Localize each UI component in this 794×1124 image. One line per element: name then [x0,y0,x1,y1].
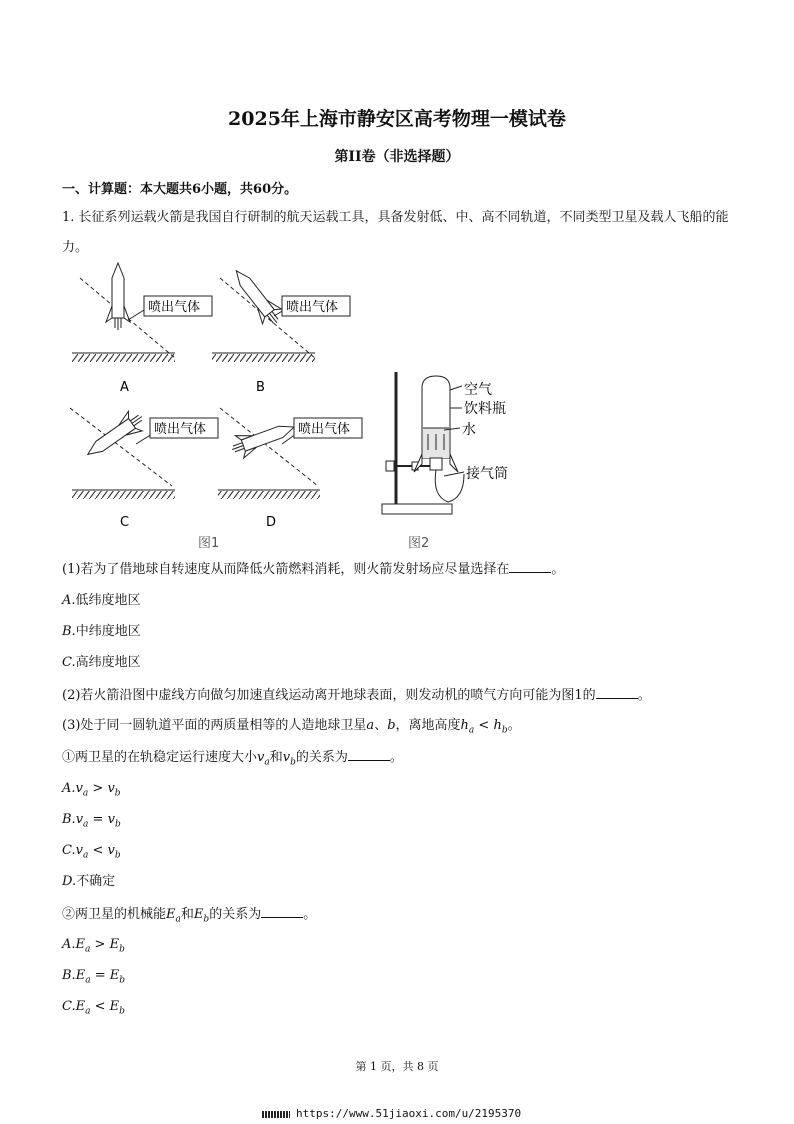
subscript: b [119,1006,125,1017]
punctuation: 。 [551,562,565,577]
option-b [62,623,141,641]
conjunction: 和 [180,907,194,922]
bottle-label: 饮料瓶 [464,401,506,417]
option-letter: B. [62,968,76,983]
figure-2-bottle-rocket [382,372,508,514]
water-label: 水 [462,422,476,438]
math-symbol: v [75,781,83,796]
conjunction: 和 [269,750,283,765]
math-symbol: E [75,999,86,1014]
rocket-icon [81,407,149,465]
gas-label: 喷出气体 [148,300,201,315]
panel-d-label: D [266,515,277,530]
math-symbol: E [193,907,204,922]
option-letter: C. [62,655,76,670]
rocket-icon [227,263,287,330]
question-stem: 的关系为 [209,907,262,922]
panel-d [218,408,362,530]
math-symbol: v [257,750,265,765]
circled-number: ① [62,750,76,765]
subscript: b [114,819,121,830]
question-1-3-1 [62,748,403,772]
option-text: 中纬度地区 [75,624,141,639]
operator: < [88,843,108,858]
answer-blank[interactable] [348,748,390,761]
subscript: a [85,1006,91,1017]
option-a [62,592,141,610]
option-text: 不确定 [76,874,116,889]
gas-label: 喷出气体 [154,422,207,437]
circled-number: ② [62,907,76,922]
subscript: b [203,914,210,925]
option-b [62,967,125,990]
section-heading: 一、计算题：本大题共6小题，共60分。 [62,182,298,197]
question-stem: (1)若为了借地球自转速度从而降低火箭燃料消耗，则火箭发射场应尽量选择在 [62,562,510,577]
option-letter: A. [62,937,76,952]
question-stem: (2)若火箭沿图中虚线方向做匀加速直线运动离开地球表面，则发动机的喷气方向可能为图1的 [62,688,596,703]
option-c [62,998,125,1021]
subscript: a [175,914,181,925]
option-a [62,780,121,803]
option-letter: C. [62,843,76,858]
subscript: a [85,944,91,955]
math-symbol: v [107,812,115,827]
punctuation: 。 [637,688,651,703]
option-letter: C. [62,999,76,1014]
math-symbol: v [107,843,115,858]
question-1-1 [62,560,564,579]
page-subtitle: 第II卷（非选择题） [334,149,460,165]
pump-label: 接气筒 [466,466,508,482]
figure-1-caption: 图1 [198,536,220,551]
math-symbol: v [107,781,115,796]
page-title: 2025年上海市静安区高考物理一模试卷 [228,108,566,130]
panel-b-label: B [256,380,265,395]
option-d [62,873,115,891]
option-letter: A. [62,593,76,608]
panel-a [72,263,212,395]
math-symbol: v [75,843,83,858]
watermark-url[interactable]: https://www.51jiaoxi.com/u/2195370 [296,1107,522,1120]
subscript: b [114,788,121,799]
subscript: a [83,819,89,830]
question-stem: ，离地高度 [395,718,461,733]
answer-blank[interactable] [261,905,303,918]
panel-a-label: A [120,380,129,395]
air-label: 空气 [464,382,492,398]
rocket-icon [106,263,130,330]
punctuation: 。 [389,750,403,765]
operator: > [90,937,110,952]
satellite-a: a [366,718,375,733]
panel-c-label: C [120,515,130,530]
operator: > [88,781,108,796]
option-a [62,936,125,959]
panel-c [70,407,218,530]
separator: 、 [374,718,388,733]
gas-label: 喷出气体 [286,300,339,315]
question-1-3 [62,717,521,740]
gas-label: 喷出气体 [298,422,351,437]
math-symbol: E [109,999,120,1014]
satellite-b: b [387,718,396,733]
option-text: 高纬度地区 [75,655,141,670]
subscript: b [114,850,121,861]
subscript: a [468,725,475,736]
operator: = [88,812,108,827]
subscript: a [264,757,270,768]
option-letter: D. [62,874,77,889]
math-symbol: E [109,968,120,983]
math-symbol: E [109,937,120,952]
option-letter: A. [62,781,76,796]
operator: < [474,718,494,733]
math-symbol: v [282,750,291,765]
question-stem: 两卫星的在轨稳定运行速度大小 [75,750,258,765]
math-symbol: E [166,907,176,922]
question-1-3-2 [62,905,316,929]
operator: < [90,999,110,1014]
math-symbol: E [75,937,86,952]
page-footer: 第 1 页，共 8 页 [355,1060,439,1073]
question-stem: (3)处于同一圆轨道平面的两质量相等的人造地球卫星 [62,718,367,733]
option-b [62,811,121,834]
option-letter: B. [62,812,76,827]
figure-2-caption: 图2 [408,536,430,551]
math-symbol: h [460,718,469,733]
question-stem: 两卫星的机械能 [75,907,167,922]
punctuation: 。 [507,718,521,733]
watermark-logo-icon [262,1111,290,1118]
question-1-2 [62,686,651,705]
question-1-intro: 1. 长征系列运载火箭是我国自行研制的航天运载工具，具备发射低、中、高不同轨道，不同类型卫星及载人飞船的能力。 [62,210,729,255]
option-c [62,654,141,672]
math-symbol: v [75,812,84,827]
figure-rockets-bottle [60,258,540,558]
panel-b [212,263,350,395]
punctuation: 。 [303,907,317,922]
watermark [262,1107,521,1120]
answer-blank[interactable] [596,686,638,699]
subscript: b [501,725,508,736]
subscript: b [119,975,125,986]
subscript: a [85,975,91,986]
subscript: a [82,788,89,799]
option-c [62,842,121,865]
option-letter: B. [62,624,76,639]
subscript: a [82,850,89,861]
subscript: b [290,757,296,768]
math-symbol: h [493,718,502,733]
operator: = [90,968,110,983]
answer-blank[interactable] [509,560,551,573]
option-text: 低纬度地区 [75,593,141,608]
subscript: b [119,944,125,955]
math-symbol: E [75,968,86,983]
question-stem: 的关系为 [295,750,348,765]
